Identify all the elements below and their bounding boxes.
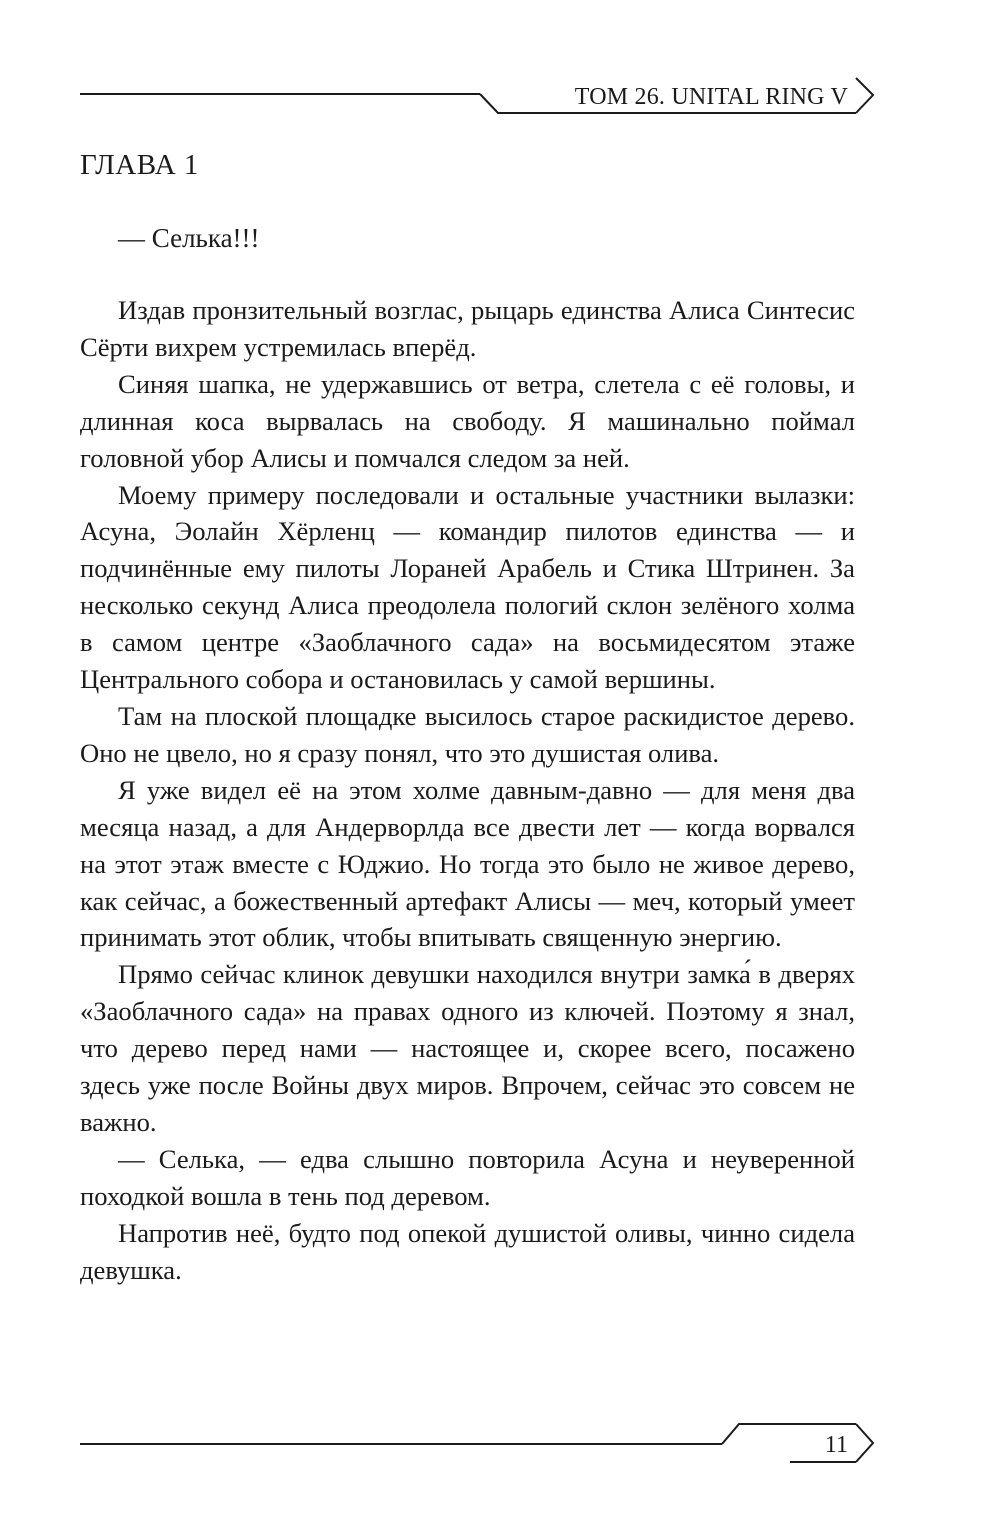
chapter-heading: ГЛАВА 1 — [80, 149, 199, 181]
running-title: ТОМ 26. UNITAL RING V — [574, 84, 848, 110]
paragraph: Синяя шапка, не удержавшись от ветра, слетела с её головы, и длинная коса вырвалась на свободу. Я машинально поймал головной убор Алисы и помчался следом за ней. — [80, 368, 855, 473]
paragraph: Напротив неё, будто под опекой душистой оливы, чинно сидела девушка. — [80, 1217, 855, 1285]
paragraph: Издав пронзительный возглас, рыцарь единства Алиса Синтесис Сёрти вихрем устремилась вперёд. — [80, 295, 855, 362]
dialogue-line: — Селька!!! — [118, 223, 260, 253]
page-number: 11 — [824, 1432, 848, 1458]
footer-chevron-icon — [856, 1424, 873, 1462]
footer-ornament — [80, 1424, 873, 1462]
paragraph: Прямо сейчас клинок девушки находился внутри замка́ в дверях «Заоблачного сада» на правах одного из ключей. Поэтому я знал, что дерево перед нами — настоящее и, скорее всего, посажено здесь уже после Войны двух миров. Впрочем, сейчас это совсем не важно. — [80, 959, 855, 1137]
paragraph: Моему примеру последовали и остальные участники вылазки: Асуна, Эолайн Хёрленц — командир пилотов единства — и подчинённые ему пилоты Лораней Арабель и Стика Штринен. За несколько секунд Алиса преодолела пологий склон зелёного холма в самом центре «Заоблачного сада» на восьмидесятом этаже Центрального собора и остановилась у самой вершины. — [80, 479, 855, 695]
paragraph: Там на плоской площадке высилось старое раскидистое дерево. Оно не цвело, но я сразу понял, что это душистая олива. — [80, 700, 855, 768]
header-chevron-icon — [856, 78, 873, 113]
paragraph: Я уже видел её на этом холме давным-давно — для меня два месяца назад, а для Андерворлда все двести лет — когда ворвался на этот этаж вместе с Юджио. Но тогда это было не живое дерево, как сейчас, а божественный артефакт Алисы — меч, который умеет принимать этот облик, чтобы впитывать священную энергию. — [80, 774, 855, 953]
paragraph: — Селька, — едва слышно повторила Асуна и неуверенной походкой вошла в тень под деревом. — [80, 1143, 855, 1211]
body-text — [80, 292, 855, 1288]
